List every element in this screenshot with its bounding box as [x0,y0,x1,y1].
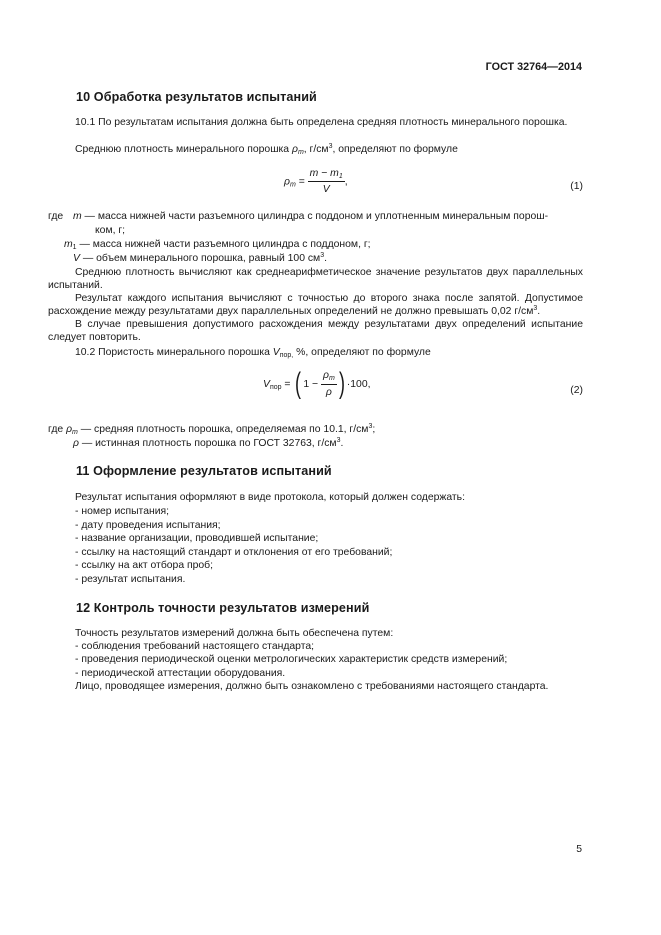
formula-1: $\rho_m$ = $\frac{m - m_1}{V}$ , [284,168,348,196]
formula-2: $V_{пор}$ = ( 1 − $\frac{\rho_m}{\rho}$ ) ·100, [263,367,371,400]
para-mean-density: Среднюю плотность вычисляют как среднеарифметическое значение результатов двух параллельных испытаний. [48,267,583,292]
def-m: m — масса нижней части разъемного цилиндра с поддоном и уплотненным минеральным порош- [73,211,549,222]
def-v: V — объем минерального порошка, равный 100 $см^3$. [73,252,327,264]
def-m1: $m_1$ — масса нижней части разъемного цилиндра с поддоном, г; [64,239,371,251]
s12-item: - периодической аттестации оборудования. [75,668,286,679]
s11-item: - название организации, проводившей испытание; [75,533,319,544]
s11-item: - дату проведения испытания; [75,520,221,531]
s12-item: - проведения периодической оценки метрологических характеристик средств измерений; [75,654,508,665]
formula-2-fraction: $\frac{\rho_m}{\rho}$ [323,370,335,398]
def-rho: ρ — истинная плотность порошка по ГОСТ 32763, $г/см^3$. [73,437,344,449]
s11-intro: Результат испытания оформляют в виде протокола, который должен содержать: [75,492,465,503]
s11-item: - ссылку на акт отбора проб; [75,560,214,571]
section-12-title: 12 Контроль точности результатов измерений [76,601,370,615]
s11-item: - номер испытания; [75,506,170,517]
def-where: где [48,211,64,222]
s12-intro: Точность результатов измерений должна быть обеспечена путем: [75,628,394,639]
standard-code: ГОСТ 32764—2014 [485,61,582,73]
formula-1-fraction: $\frac{m - m_1}{V}$ [309,168,343,196]
s11-item: - ссылку на настоящий стандарт и отклонения от его требований; [75,547,393,558]
para-accuracy: Результат каждого испытания вычисляют с точностью до второго знака после запятой. Допустимое расхождение между результатами двух параллельных определений не должно превышать 0,02 $г/см^3$. [48,293,583,318]
para-10-1: 10.1 По результатам испытания должна быть определена средняя плотность минерального порошка. [75,117,568,128]
page-number: 5 [576,844,582,855]
left-paren-icon: ( [295,367,302,400]
para-10-2: 10.2 Пористость минерального порошка $V_{пор,}$ %, определяют по формуле [75,347,431,359]
section-11-title: 11 Оформление результатов испытаний [76,464,332,478]
def-rho-m: где $\rho_m$ — средняя плотность порошка, определяемая по 10.1, $г/см^3$; [48,423,376,436]
section-10-title: 10 Обработка результатов испытаний [76,90,317,104]
def-m-cont: ком, г; [95,225,126,236]
formula-1-number: (1) [570,181,583,192]
formula-2-number: (2) [570,385,583,396]
s12-final: Лицо, проводящее измерения, должно быть ознакомлено с требованиями настоящего стандарта. [75,681,549,692]
para-repeat: В случае превышения допустимого расхождения между результатами двух определений испытание следует повторить. [48,319,583,344]
para-density-intro: Среднюю плотность минерального порошка $\rho_m$, $г/см^3$, определяют по формуле [75,143,458,156]
s11-item: - результат испытания. [75,574,186,585]
right-paren-icon: ) [338,367,345,400]
s12-item: - соблюдения требований настоящего стандарта; [75,641,315,652]
